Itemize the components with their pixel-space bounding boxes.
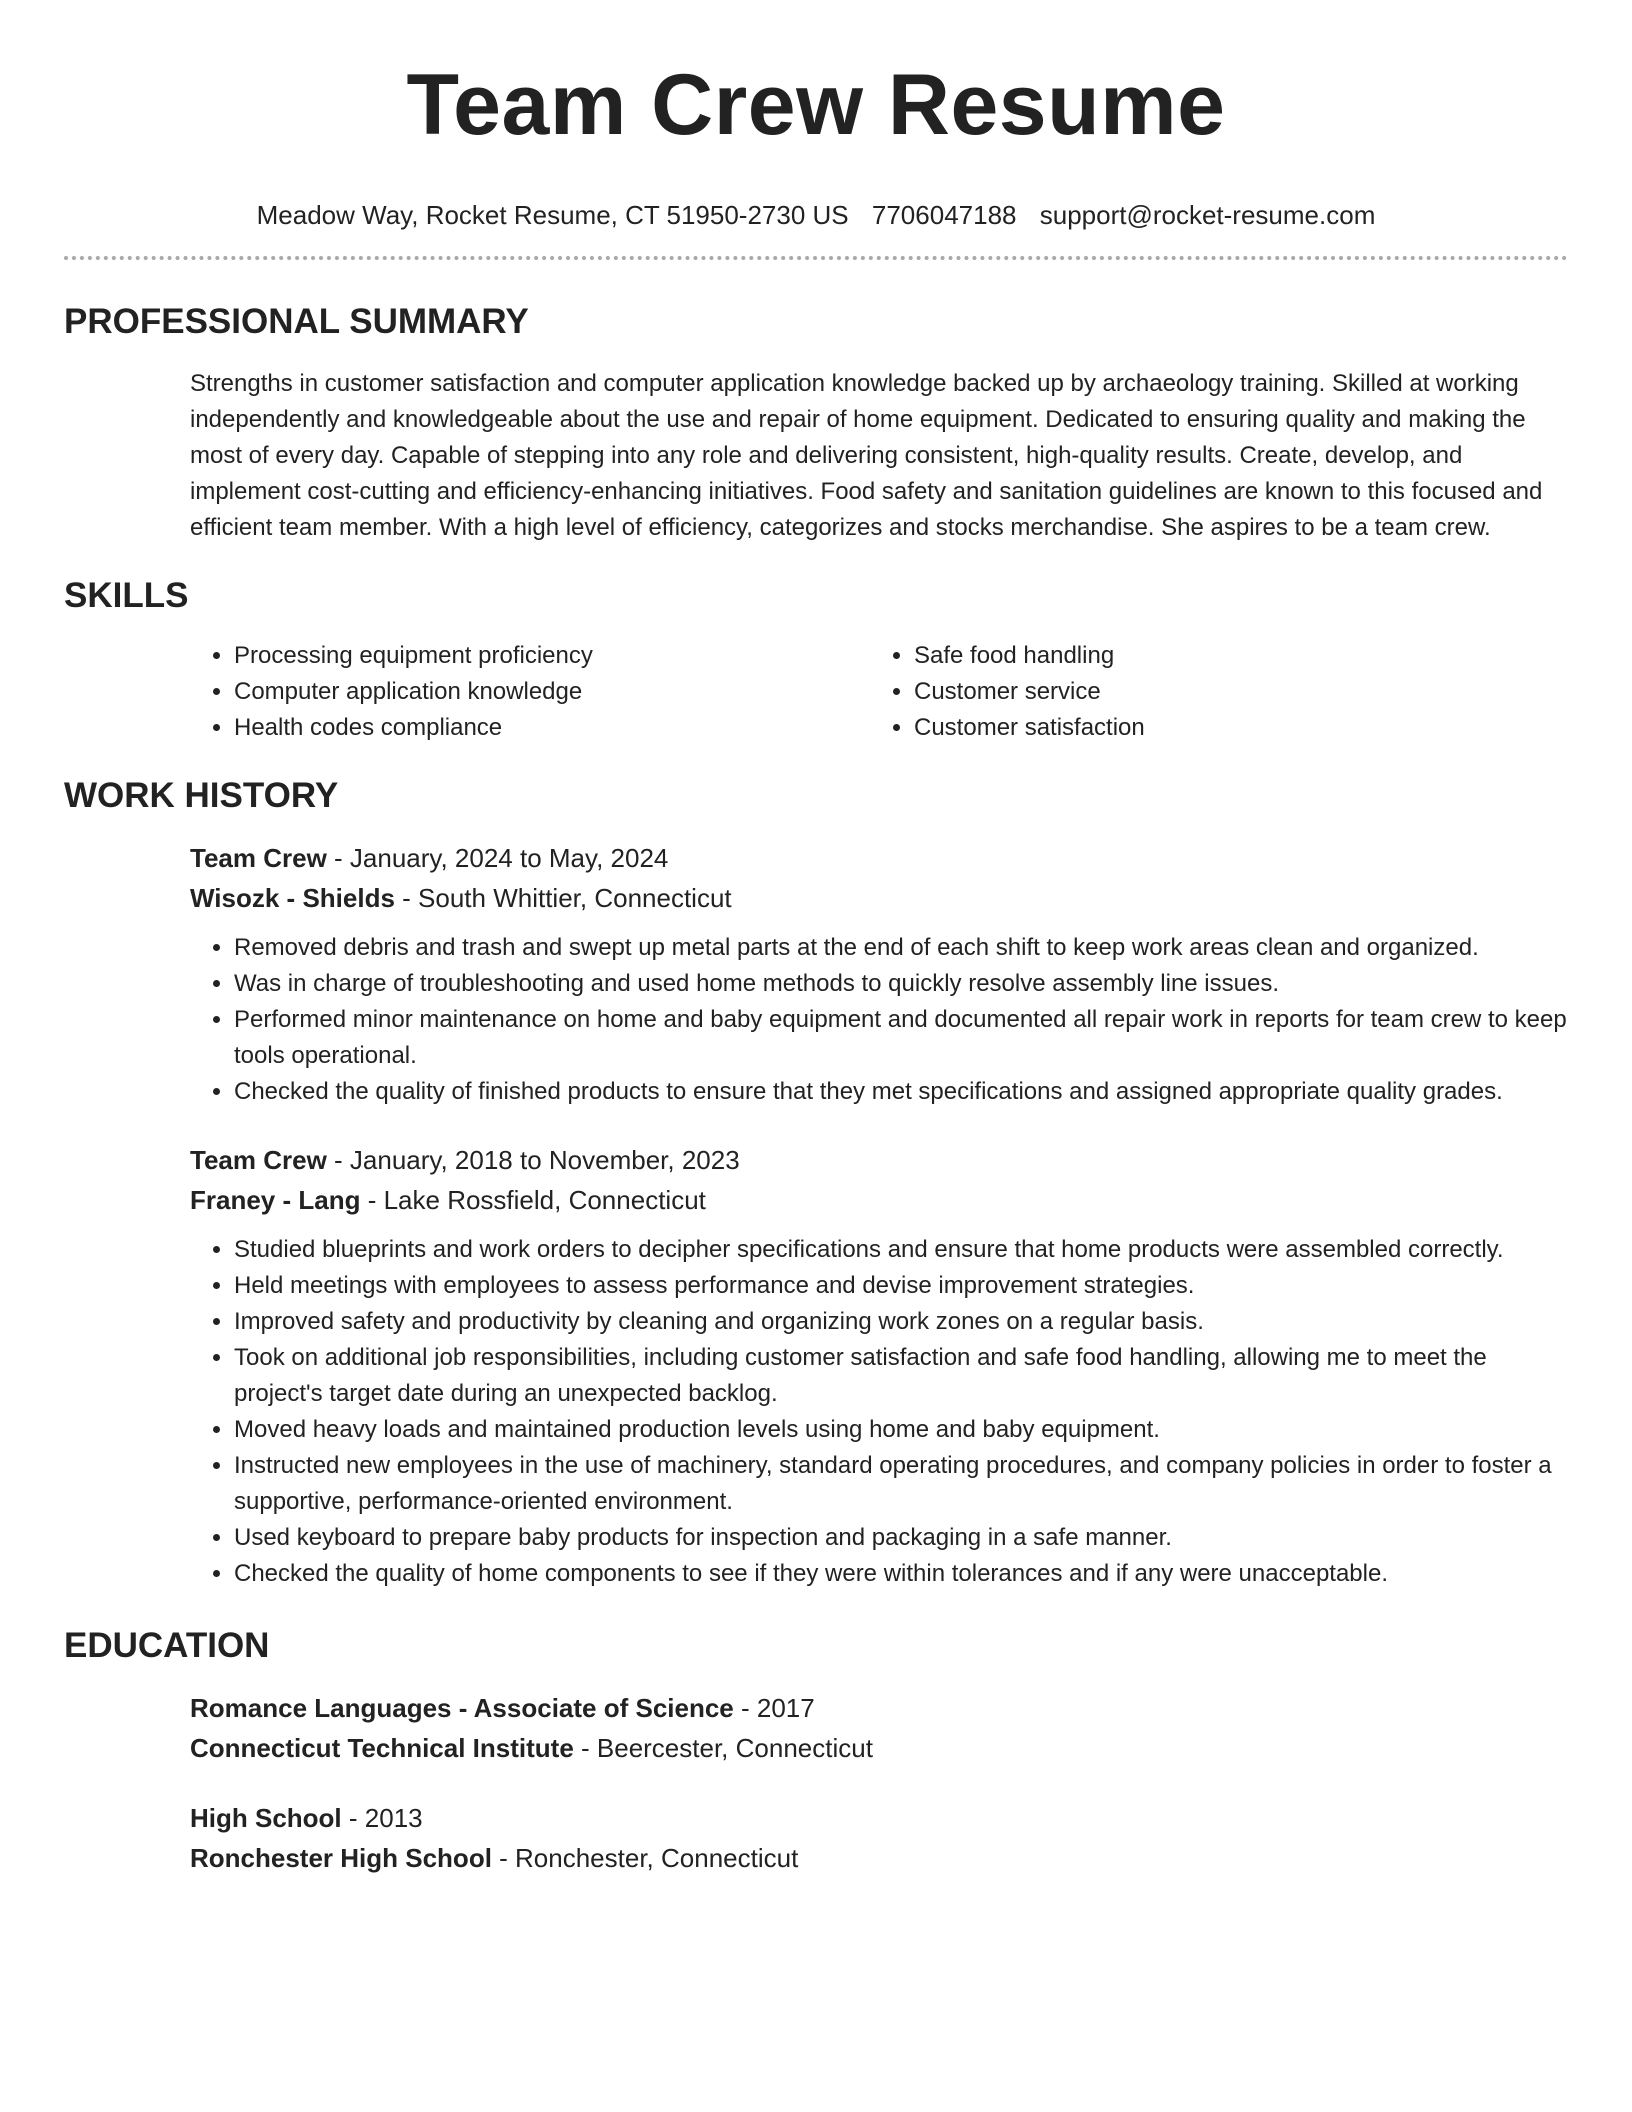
education-entry <box>190 1688 1568 1768</box>
education-school: Connecticut Technical Institute <box>190 1733 574 1763</box>
job-title-line <box>190 838 1568 878</box>
job-position: Team Crew <box>190 1145 327 1175</box>
job-title-line <box>190 1140 1568 1180</box>
education-year: - 2013 <box>341 1803 423 1833</box>
skill-item: • Customer service <box>914 674 1568 710</box>
job-bullet: • Studied blueprints and work orders to decipher specifications and ensure that home products were assembled correctly. <box>234 1232 1568 1268</box>
job-location: - Lake Rossfield, Connecticut <box>360 1185 706 1215</box>
skills-grid <box>190 638 1568 746</box>
skills-list-right <box>870 638 1568 746</box>
job-bullet: • Instructed new employees in the use of machinery, standard operating procedures, and company policies in order to foster a supportive, performance-oriented environment. <box>234 1448 1568 1520</box>
summary-section-title: PROFESSIONAL SUMMARY <box>64 302 529 341</box>
job-bullet: • Held meetings with employees to assess performance and devise improvement strategies. <box>234 1268 1568 1304</box>
education-section-title: EDUCATION <box>64 1626 270 1665</box>
skills-list-left <box>190 638 870 746</box>
skills-section-title: SKILLS <box>64 576 189 615</box>
education-degree-line <box>190 1688 1568 1728</box>
job-bullet: • Removed debris and trash and swept up metal parts at the end of each shift to keep work areas clean and organized. <box>234 930 1568 966</box>
job-company-line <box>190 1180 1568 1220</box>
skill-item: • Health codes compliance <box>234 710 870 746</box>
job-bullet: • Moved heavy loads and maintained production levels using home and baby equipment. <box>234 1412 1568 1448</box>
job-bullets <box>190 930 1568 1110</box>
skill-item: • Computer application knowledge <box>234 674 870 710</box>
contact-address: Meadow Way, Rocket Resume, CT 51950-2730 US <box>256 200 849 230</box>
job-dates: - January, 2018 to November, 2023 <box>326 1145 740 1175</box>
education-entry <box>190 1798 1568 1878</box>
skill-item: • Customer satisfaction <box>914 710 1568 746</box>
job-bullet: • Used keyboard to prepare baby products for inspection and packaging in a safe manner. <box>234 1520 1568 1556</box>
job-entry <box>190 838 1568 1110</box>
job-company: Wisozk - Shields <box>190 883 395 913</box>
contact-line <box>64 200 1568 230</box>
education-school-line <box>190 1838 1568 1878</box>
education-degree: High School <box>190 1803 342 1833</box>
education-year: - 2017 <box>733 1693 815 1723</box>
skill-item: • Safe food handling <box>914 638 1568 674</box>
job-bullet: • Checked the quality of finished products to ensure that they met specifications and assigned appropriate quality grades. <box>234 1074 1568 1110</box>
education-degree: Romance Languages - Associate of Science <box>190 1693 734 1723</box>
education-degree-line <box>190 1798 1568 1838</box>
education-location: - Beercester, Connecticut <box>573 1733 873 1763</box>
skill-item: • Processing equipment proficiency <box>234 638 870 674</box>
job-bullet: • Was in charge of troubleshooting and used home methods to quickly resolve assembly line issues. <box>234 966 1568 1002</box>
job-bullet: • Checked the quality of home components to see if they were within tolerances and if any were unacceptable. <box>234 1556 1568 1592</box>
resume-name: Team Crew Resume <box>406 57 1226 153</box>
summary-text: Strengths in customer satisfaction and computer application knowledge backed up by archaeology training. Skilled at working independently and knowledgeable about the use and repair of home equipment. Dedicated to ensuring quality and making the most of every day. Capable of stepping into any role and delivering consistent, high-quality results. Create, develop, and implement cost-cutting and efficiency-enhancing initiatives. Food safety and sanitation guidelines are known to this focused and efficient team member. With a high level of efficiency, categorizes and stocks merchandise. She aspires to be a team crew. <box>190 370 1543 541</box>
contact-phone: 7706047188 <box>871 200 1017 230</box>
job-entry <box>190 1140 1568 1592</box>
job-location: - South Whittier, Connecticut <box>394 883 732 913</box>
work-section-title: WORK HISTORY <box>64 776 339 815</box>
job-bullets <box>190 1232 1568 1592</box>
header-divider <box>64 256 1568 260</box>
job-bullet: • Improved safety and productivity by cleaning and organizing work zones on a regular basis. <box>234 1304 1568 1340</box>
job-position: Team Crew <box>190 843 327 873</box>
education-school: Ronchester High School <box>190 1843 492 1873</box>
education-school-line <box>190 1728 1568 1768</box>
job-bullet: • Took on additional job responsibilities, including customer satisfaction and safe food handling, allowing me to meet the project's target date during an unexpected backlog. <box>234 1340 1568 1412</box>
job-dates: - January, 2024 to May, 2024 <box>326 843 669 873</box>
job-company-line <box>190 878 1568 918</box>
education-location: - Ronchester, Connecticut <box>491 1843 799 1873</box>
contact-email: support@rocket-resume.com <box>1039 200 1376 230</box>
job-company: Franey - Lang <box>190 1185 361 1215</box>
job-bullet: • Performed minor maintenance on home and baby equipment and documented all repair work in reports for team crew to keep tools operational. <box>234 1002 1568 1074</box>
